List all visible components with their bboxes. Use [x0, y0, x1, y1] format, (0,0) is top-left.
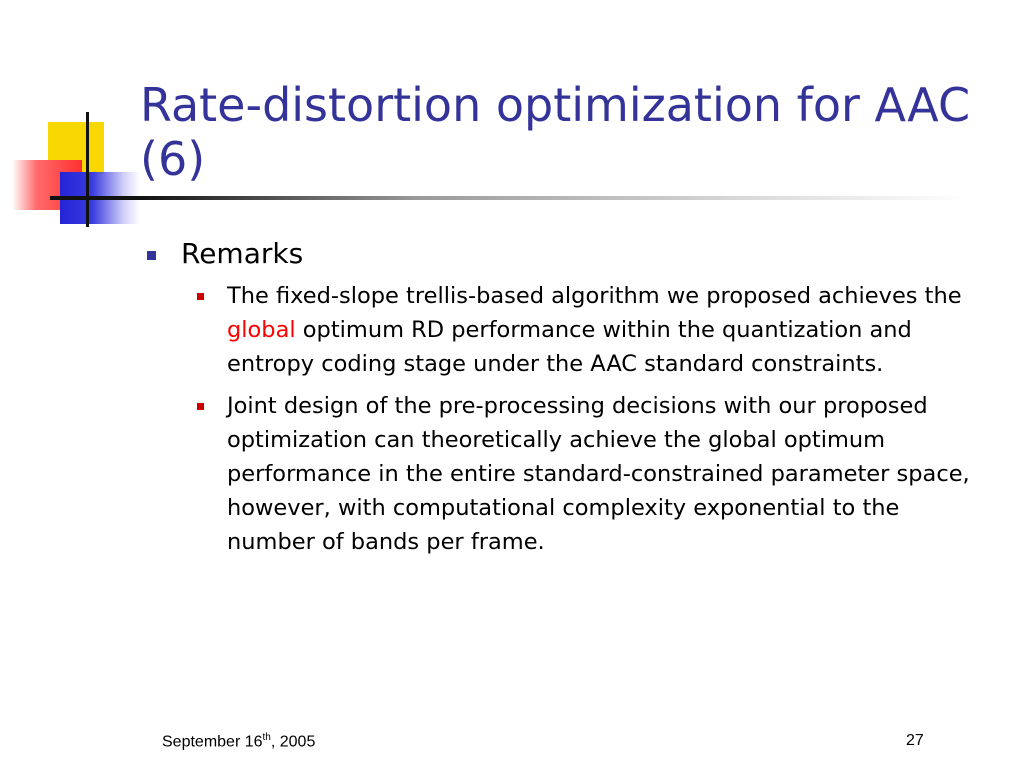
footer-date-sup: th [262, 732, 271, 743]
slide-title: Rate-distortion optimization for AAC (6) [140, 78, 971, 186]
sub-bullet-item [145, 279, 975, 381]
vertical-rule [86, 112, 89, 227]
sub-bullet-list [145, 279, 975, 559]
footer-date-suffix: , 2005 [270, 733, 316, 751]
highlight-word: global [227, 317, 296, 343]
slide-content [145, 235, 975, 567]
square-bullet-icon [197, 293, 204, 300]
bullet-heading: Remarks [181, 237, 304, 270]
footer-date [162, 732, 315, 751]
bullet-text-after: optimum RD performance within the quantization and entropy coding stage under the AAC standard constraints. [227, 317, 912, 377]
bullet-text: Joint design of the pre-processing decisions with our proposed optimization can theoretically achieve the global optimum performance in the entire standard-constrained parameter space, however, with computational complexity exponential to the number of bands per frame. [227, 393, 970, 555]
square-bullet-icon [197, 403, 204, 410]
square-bullet-icon [147, 251, 156, 260]
sub-bullet-item [145, 389, 975, 559]
bullet-level1 [145, 235, 975, 273]
footer-date-prefix: September 16 [162, 733, 263, 751]
decorative-squares-logo [0, 0, 140, 240]
page-number: 27 [906, 732, 924, 749]
bullet-text-before: The fixed-slope trellis-based algorithm we proposed achieves the [227, 283, 962, 309]
title-underline [50, 196, 970, 200]
